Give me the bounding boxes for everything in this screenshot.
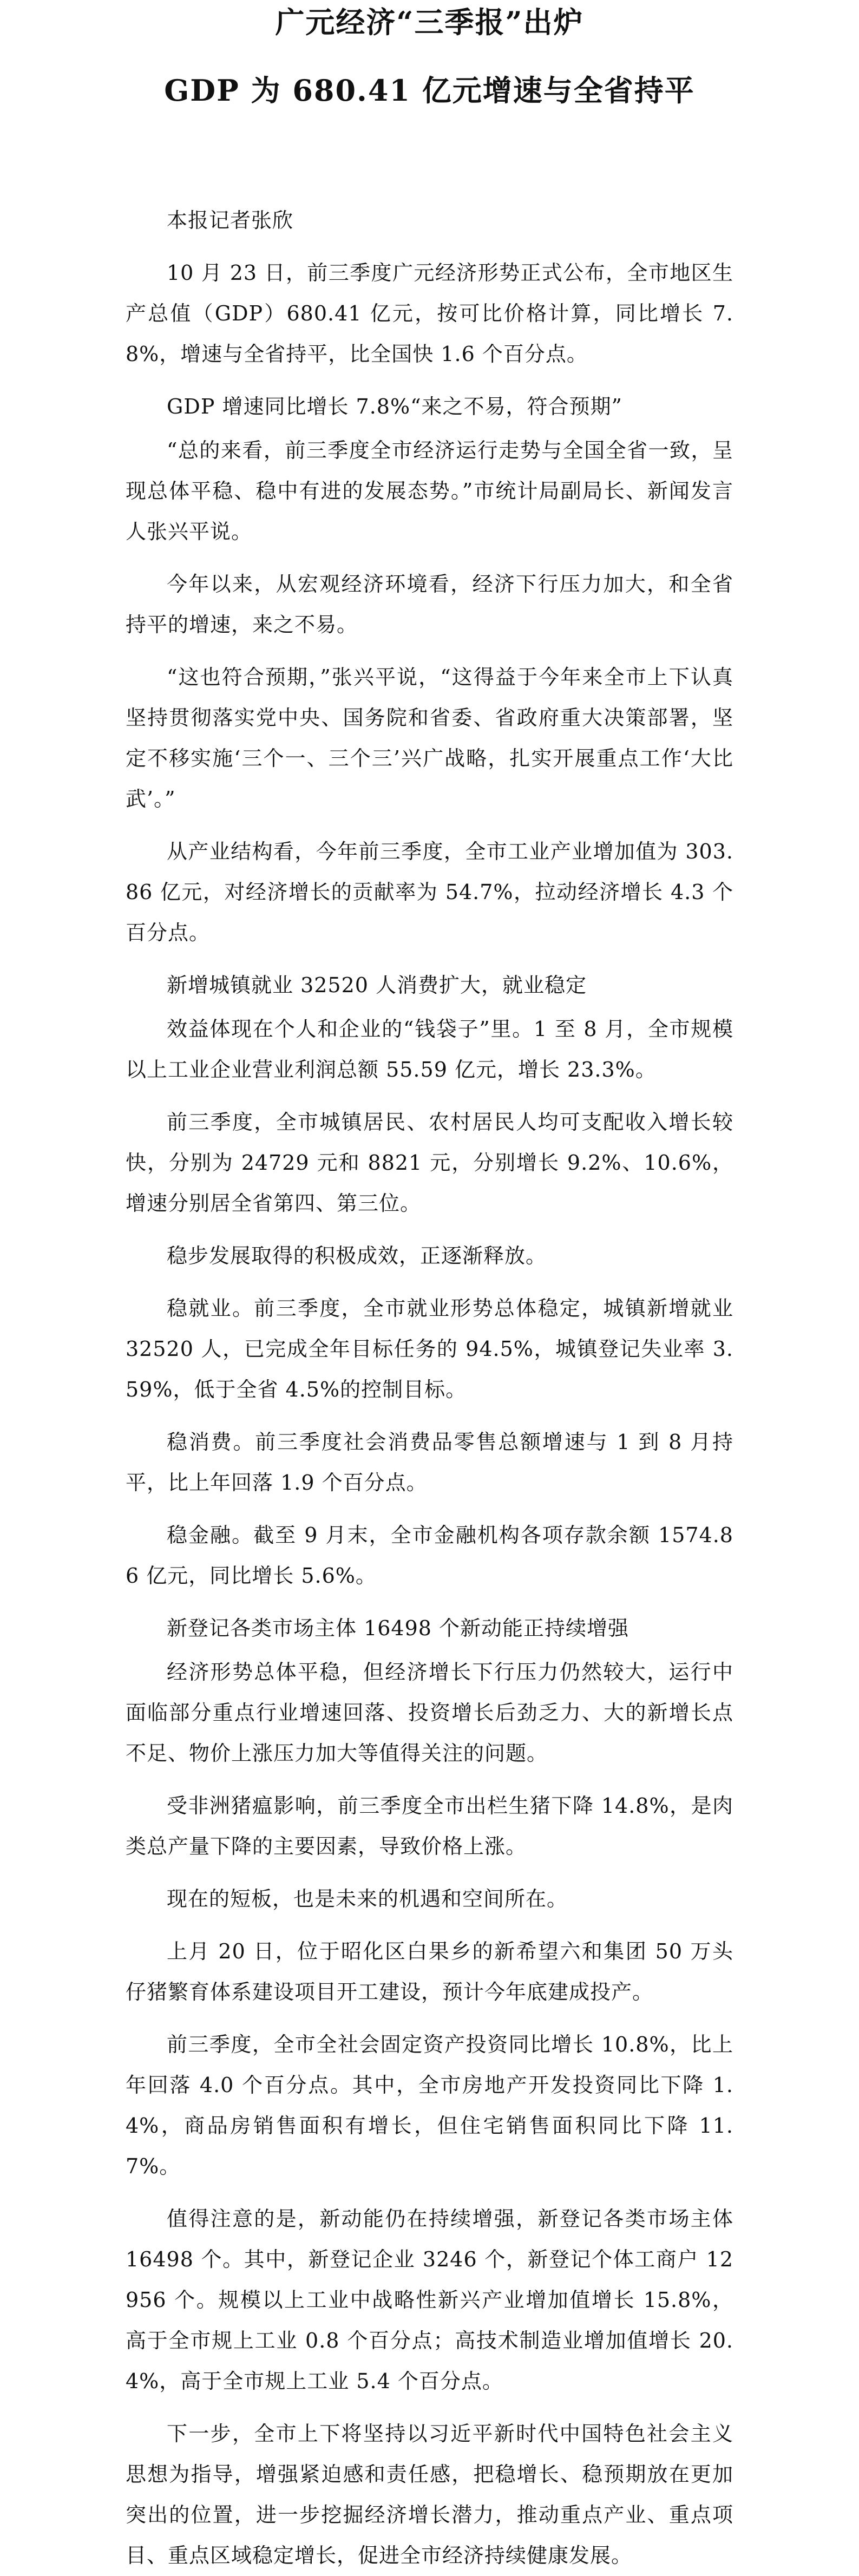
byline: 本报记者张欣 [167,208,294,232]
paragraph: 稳就业。前三季度，全市就业形势总体稳定，城镇新增就业 32520 人，已完成全年目标任务的 94.5%，城镇登记失业率 3.59%，低于全省 4.5%的控制目标。 [126,1296,733,1401]
paragraph: 稳消费。前三季度社会消费品零售总额增速与 1 到 8 月持平，比上年回落 1.9 个百分点。 [126,1430,733,1495]
section-heading: 新登记各类市场主体 16498 个新动能正持续增强 [167,1616,630,1640]
paragraph: 稳步发展取得的积极成效，正逐渐释放。 [167,1244,547,1268]
paragraph: 经济形势总体平稳，但经济增长下行压力仍然较大，运行中面临部分重点行业增速回落、投资增长后劲乏力、大的新增长点不足、物价上涨压力加大等值得关注的问题。 [126,1660,733,1765]
paragraph: 稳金融。截至 9 月末，全市金融机构各项存款余额 1574.86 亿元，同比增长 5.6%。 [126,1523,733,1588]
article-body [126,200,733,2576]
paragraph: 现在的短板，也是未来的机遇和空间所在。 [167,1887,568,1911]
paragraph: “总的来看，前三季度全市经济运行走势与全国全省一致，呈现总体平稳、稳中有进的发展态势。”市统计局副局长、新闻发言人张兴平说。 [126,438,733,543]
paragraph: 今年以来，从宏观经济环境看，经济下行压力加大，和全省持平的增速，来之不易。 [126,572,733,637]
paragraph: 前三季度，全市全社会固定资产投资同比增长 10.8%，比上年回落 4.0 个百分点。其中，全市房地产开发投资同比下降 1.4%，商品房销售面积有增长，但住宅销售面积同比下降 11.7%。 [126,2033,733,2178]
paragraph: 前三季度，全市城镇居民、农村居民人均可支配收入增长较快，分别为 24729 元和 8821 元，分别增长 9.2%、10.6%，增速分别居全省第四、第三位。 [126,1110,733,1215]
headline-subtitle: GDP 为 680.41 亿元增速与全省持平 [164,73,695,108]
section-heading: 新增城镇就业 32520 人消费扩大，就业稳定 [167,973,587,997]
paragraph: “这也符合预期，”张兴平说，“这得益于今年来全市上下认真坚持贯彻落实党中央、国务院和省委、省政府重大决策部署，坚定不移实施‘三个一、三个三’兴广战略，扎实开展重点工作‘大比武’。” [126,665,733,811]
paragraph: 上月 20 日，位于昭化区白果乡的新希望六和集团 50 万头仔猪繁育体系建设项目开工建设，预计今年底建成投产。 [126,1939,733,2004]
paragraph: 10 月 23 日，前三季度广元经济形势正式公布，全市地区生产总值（GDP）680.41 亿元，按可比价格计算，同比增长 7.8%，增速与全省持平，比全国快 1.6 个百分点。 [126,261,733,366]
paragraph: 值得注意的是，新动能仍在持续增强，新登记各类市场主体 16498 个。其中，新登记企业 3246 个，新登记个体工商户 12956 个。规模以上工业中战略性新兴产业增加值增长 15.8%，高于全市规上工业 0.8 个百分点；高技术制造业增加值增长 20.4%，高于全市规上工业 5.4 个百分点。 [126,2207,733,2393]
paragraph: 下一步，全市上下将坚持以习近平新时代中国特色社会主义思想为指导，增强紧迫感和责任感，把稳增长、稳预期放在更加突出的位置，进一步挖掘经济增长潜力，推动重点产业、重点项目、重点区域稳定增长，促进全市经济持续健康发展。 [126,2422,733,2567]
paragraph: 效益体现在个人和企业的“钱袋子”里。1 至 8 月，全市规模以上工业企业营业利润总额 55.59 亿元，增长 23.3%。 [126,1017,733,1081]
headline-title: 广元经济“三季报”出炉 [275,5,584,40]
paragraph: 受非洲猪瘟影响，前三季度全市出栏生猪下降 14.8%，是肉类总产量下降的主要因素，导致价格上涨。 [126,1794,733,1858]
paragraph: 从产业结构看，今年前三季度，全市工业产业增加值为 303.86 亿元，对经济增长的贡献率为 54.7%，拉动经济增长 4.3 个百分点。 [126,840,733,945]
section-heading: GDP 增速同比增长 7.8%“来之不易，符合预期” [167,395,622,418]
